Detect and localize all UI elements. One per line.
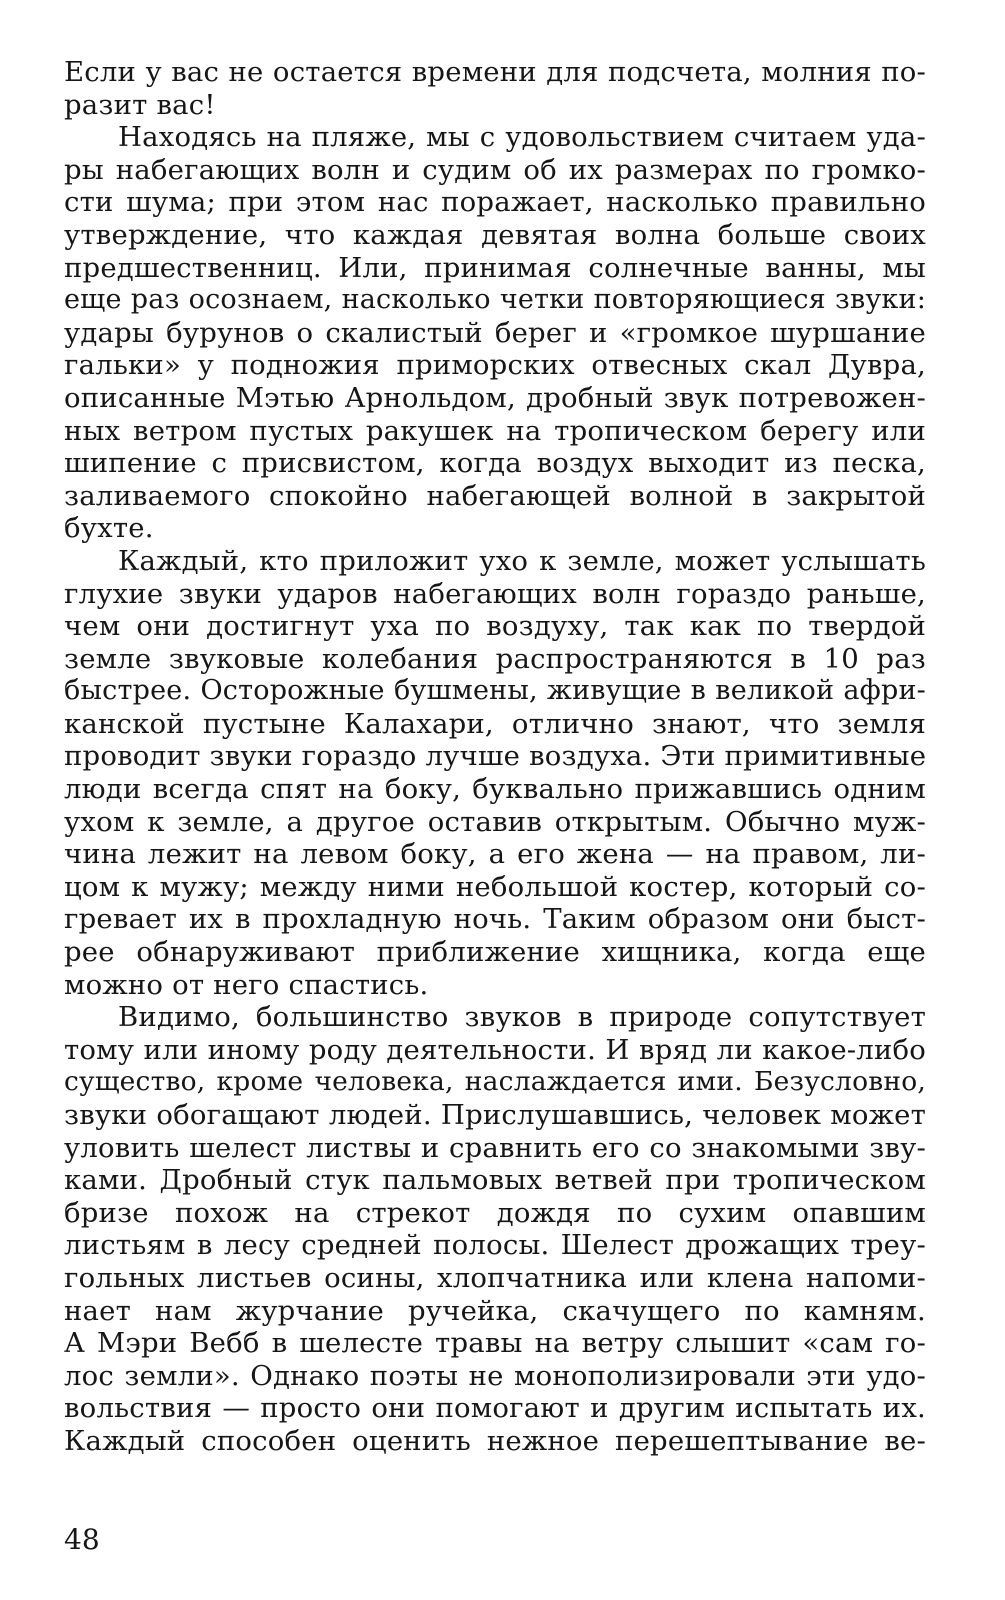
paragraph [64,56,926,121]
text-line: утверждение, что каждая девятая волна больше своих [64,218,926,251]
text-line: Если у вас не остается времени для подсчета, молния по- [64,56,926,88]
text-line: чем они достигнут уха по воздуху, так как по твердой [64,610,926,643]
text-line: проводит звуки гораздо лучше воздуха. Эти примитивные [64,740,927,773]
text-line: чина лежит на левом боку, а его жена — на правом, ли- [64,838,926,871]
text-line: гальки» у подножия приморских отвесных скал Дувра, [64,349,926,382]
text-line: рее обнаруживают приближение хищника, когда еще [64,936,926,969]
text-line: глухие звуки ударов набегающих волн гораздо раньше, [64,577,926,610]
text-line: люди всегда спят на боку, буквально прижавшись одним [64,773,926,806]
page-text [64,56,926,1458]
text-line: гольных листьев осины, хлопчатника или клена напоми- [64,1261,926,1294]
text-line: удары бурунов о скалистый берег и «громкое шуршание [64,316,926,349]
text-line: быстрее. Осторожные бушмены, живущие в великой афри- [64,675,926,707]
text-line: можно от него спастись. [64,968,429,1001]
text-line: предшественниц. Или, принимая солнечные ванны, мы [64,251,926,284]
text-line: существо, кроме человека, наслаждается ими. Безусловно, [64,1066,926,1098]
text-line: ухом к земле, а другое оставив открытым. Обычно муж- [64,805,926,838]
text-line: шипение с присвистом, когда воздух выходит из песка, [64,447,926,480]
text-line: разит вас! [64,88,216,121]
text-line: вольствия — просто они помогают и другим испытать их. [64,1392,926,1425]
page-number: 48 [64,1523,100,1556]
text-line: заливаемого спокойно набегающей волной в закрытой [64,479,926,512]
text-line: гревает их в прохладную ночь. Таким образом они быст- [64,903,926,936]
text-line: сти шума; при этом нас поражает, насколько правильно [64,186,926,219]
text-line: бризе похож на стрекот дождя по сухим опавшим [64,1196,926,1229]
text-line: звуки обогащают людей. Прислушавшись, человек может [64,1099,926,1131]
paragraph [64,545,926,1001]
text-line: ры набегающих волн и судим об их размерах по громко- [64,153,926,186]
text-line: еще раз осознаем, насколько четки повторяющиеся звуки: [64,284,926,316]
text-line: Каждый способен оценить нежное перешептывание ве- [64,1424,926,1457]
text-line: цом к мужу; между ними небольшой костер, который со- [64,870,926,903]
text-line: Находясь на пляже, мы с удовольствием считаем уда- [118,121,926,154]
text-line: ками. Дробный стук пальмовых ветвей при тропическом [64,1164,926,1197]
text-line: А Мэри Вебб в шелесте травы на ветру слышит «сам го- [64,1327,926,1360]
text-line: нает нам журчание ручейка, скачущего по камням. [64,1294,926,1327]
paragraph [64,121,926,545]
text-line: ных ветром пустых ракушек на тропическом берегу или [64,414,926,447]
text-line: земле звуковые колебания распространяются в 10 раз [64,642,926,675]
text-line: канской пустыне Калахари, отлично знают, что земля [64,707,926,740]
text-line: Каждый, кто приложит ухо к земле, может услышать [118,544,926,577]
text-line: тому или иному роду деятельности. И вряд ли какое-либо [64,1033,926,1066]
text-line: описанные Мэтью Арнольдом, дробный звук потревожен- [64,381,926,414]
text-line: бухте. [64,512,154,545]
paragraph [64,1001,926,1457]
text-line: лос земли». Однако поэты не монополизировали эти удо- [64,1359,926,1392]
text-line: Видимо, большинство звуков в природе сопутствует [118,1001,926,1034]
text-line: уловить шелест листвы и сравнить его со знакомыми зву- [64,1131,926,1164]
text-line: листьям в лесу средней полосы. Шелест дрожащих треу- [64,1229,926,1262]
